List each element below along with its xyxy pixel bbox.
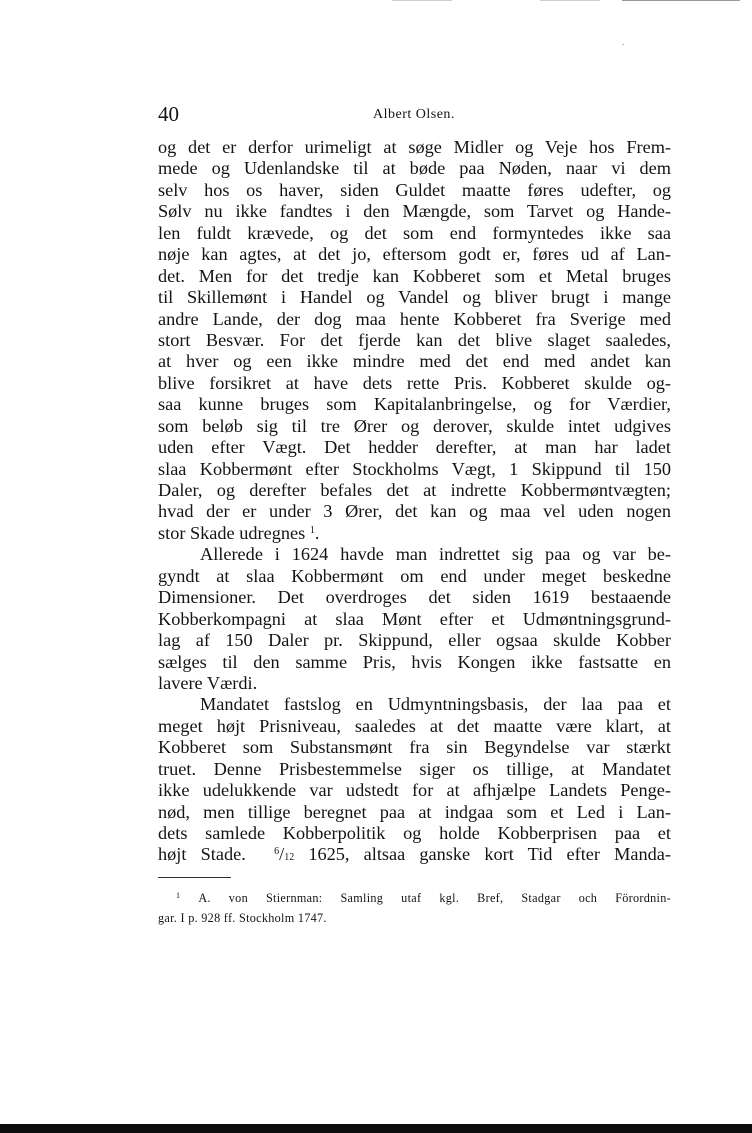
text-line: len fuldt krævede, og det som end formyntedes ikke saa (158, 222, 671, 243)
scan-speck (622, 44, 624, 45)
text-line: gyndt at slaa Kobbermønt om end under meget beskedne (158, 565, 671, 586)
scan-edge-line (540, 0, 600, 1)
text-line: til Skillemønt i Handel og Vandel og bliver brugt i mange (158, 287, 671, 308)
text-line: og det er derfor urimeligt at søge Midler og Veje hos Frem- (158, 137, 671, 157)
text-line: Dimensioner. Det overdroges det siden 1619 bestaaende (158, 587, 671, 608)
scan-edge-line (392, 0, 452, 1)
text-line: truet. Denne Prisbestemmelse siger os tillige, at Mandatet (158, 758, 671, 779)
text-line: sælges til den samme Pris, hvis Kongen ikke fastsatte en (158, 651, 671, 672)
text-line: Kobberet som Substansmønt fra sin Begyndelse var stærkt (158, 737, 671, 758)
scan-bottom-edge (0, 1124, 752, 1133)
text-line: Mandatet fastslog en Udmyntningsbasis, der laa paa et (200, 694, 671, 715)
text-line: blive forsikret at have dets rette Pris. Kobberet skulde og- (158, 372, 671, 393)
text-line: lag af 150 Daler pr. Skippund, eller ogsaa skulde Kobber (158, 630, 671, 651)
footnote-marker: 1 (176, 891, 181, 900)
line-text: højt Stade. (158, 844, 246, 865)
text-line: meget højt Prisniveau, saaledes at det maatte være klart, at (158, 715, 671, 736)
footnote-line: gar. I p. 928 ff. Stockholm 1747. (158, 911, 327, 925)
date-numerator: 6 (274, 846, 280, 858)
text-line: stor Skade udregnes $^1$. (158, 522, 320, 543)
text-line: saa kunne bruges som Kapitalanbringelse, og for Værdier, (158, 394, 671, 415)
date-fraction: $^6$/12 (274, 844, 295, 865)
text-line: mede og Udenlandske til at bøde paa Nøden, naar vi dem (158, 158, 671, 179)
line-text: stor Skade udregnes (158, 522, 306, 543)
footnote-rule (158, 877, 231, 878)
text-line: slaa Kobbermønt efter Stockholms Vægt, 1 Skippund til 150 (158, 458, 671, 479)
text-line: stort Besvær. For det fjerde kan det blive slaget saaledes, (158, 329, 671, 350)
footnote-text: A. von Stiernman: Samling utaf kgl. Bref, Stadgar och Förordnin- (198, 891, 671, 905)
text-line: Kobberkompagni at slaa Mønt efter et Udmøntningsgrund- (158, 608, 671, 629)
text-line: andre Lande, der dog maa hente Kobberet fra Sverige med (158, 308, 671, 329)
scan-edge-line (622, 0, 740, 1)
text-line: ikke udelukkende var udstedt for at afhjælpe Landets Penge- (158, 780, 671, 801)
text-line: at hver og een ikke mindre med det end med andet kan (158, 351, 671, 372)
text-line: som beløb sig til tre Ører og derover, skulde intet udgives (158, 415, 671, 436)
page-number: 40 (158, 102, 179, 126)
text-line (158, 844, 671, 865)
text-line: nøje kan agtes, at det jo, eftersom godt er, føres ud af Lan- (158, 244, 671, 265)
date-denominator: 12 (284, 852, 295, 864)
text-line: dets samlede Kobberpolitik og holde Kobberprisen paa et (158, 823, 671, 843)
text-line: selv hos os haver, siden Guldet maatte føres udefter, og (158, 179, 671, 200)
footnote (158, 888, 671, 928)
text-line: Allerede i 1624 havde man indrettet sig paa og var be- (200, 544, 671, 565)
footnote-reference: 1 (309, 524, 315, 536)
text-line: lavere Værdi. (158, 672, 258, 693)
running-head: Albert Olsen. (373, 107, 455, 122)
text-line: nød, men tillige beregnet paa at indgaa som et Led i Lan- (158, 801, 671, 822)
text-line: hvad der er under 3 Ører, det kan og maa vel uden nogen (158, 501, 671, 522)
line-text: 1625, altsaa ganske kort Tid efter Manda- (308, 844, 671, 865)
text-line: uden efter Vægt. Det hedder derefter, at man har ladet (158, 437, 671, 458)
footnote-line (158, 888, 671, 908)
text-line: Daler, og derefter befales det at indrette Kobbermøntvægten; (158, 480, 671, 500)
page-header (158, 102, 670, 126)
text-line: Sølv nu ikke fandtes i den Mængde, som Tarvet og Hande- (158, 201, 671, 222)
body-text (158, 137, 671, 866)
text-line: det. Men for det tredje kan Kobberet som et Metal bruges (158, 265, 671, 286)
